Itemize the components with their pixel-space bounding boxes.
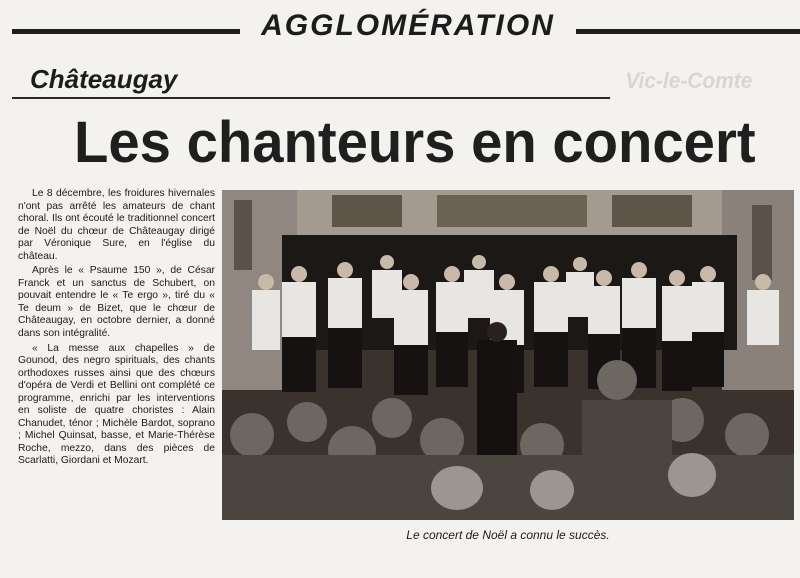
body-paragraph-1: Le 8 décembre, les froidures hivernales n'ont pas arrêté les amateurs de chant choral. Ils ont écouté le traditionnel concert de Noël du chœur de Châteaugay dirigé par Véronique Sure, en l'église du château. (18, 188, 215, 262)
section-rule-right (576, 29, 800, 34)
article-headline: Les chanteurs en concert (74, 110, 756, 175)
concert-photo (222, 190, 794, 520)
body-paragraph-2: Après le « Psaume 150 », de César Franck et un sanctus de Schubert, on pouvait entendre le « Te ergo », tiré du « Te deum » de Bizet, que le chœur de Châteaugay, en octobre dernier, a donné dans son intégralité. (18, 265, 215, 340)
section-heading: AGGLOMÉRATION (261, 9, 555, 42)
locality-rule (12, 97, 610, 99)
article-body (18, 188, 215, 470)
body-paragraph-3: « La messe aux chapelles » de Gounod, des negro spirituals, des chants orthodoxes russes ainsi que des chœurs d'opéra de Verdi et Bellini ont complété ce programme, enrichi par les interventions en soliste de quatre choristes : Alain Chanudet, ténor ; Michèle Bardot, soprano ; Michel Quinsat, basse, et Marie-Thérèse Roche, mezzo, dans des pièces de Scarlatti, Giordani et Mozart. (18, 342, 215, 467)
bleed-through-locality: Vic-le-Comte (625, 68, 753, 93)
photo-caption: Le concert de Noël a connu le succès. (406, 528, 610, 542)
concert-photo-illustration (222, 190, 794, 520)
locality-heading: Châteaugay (30, 64, 178, 94)
section-rule-left (12, 29, 240, 34)
